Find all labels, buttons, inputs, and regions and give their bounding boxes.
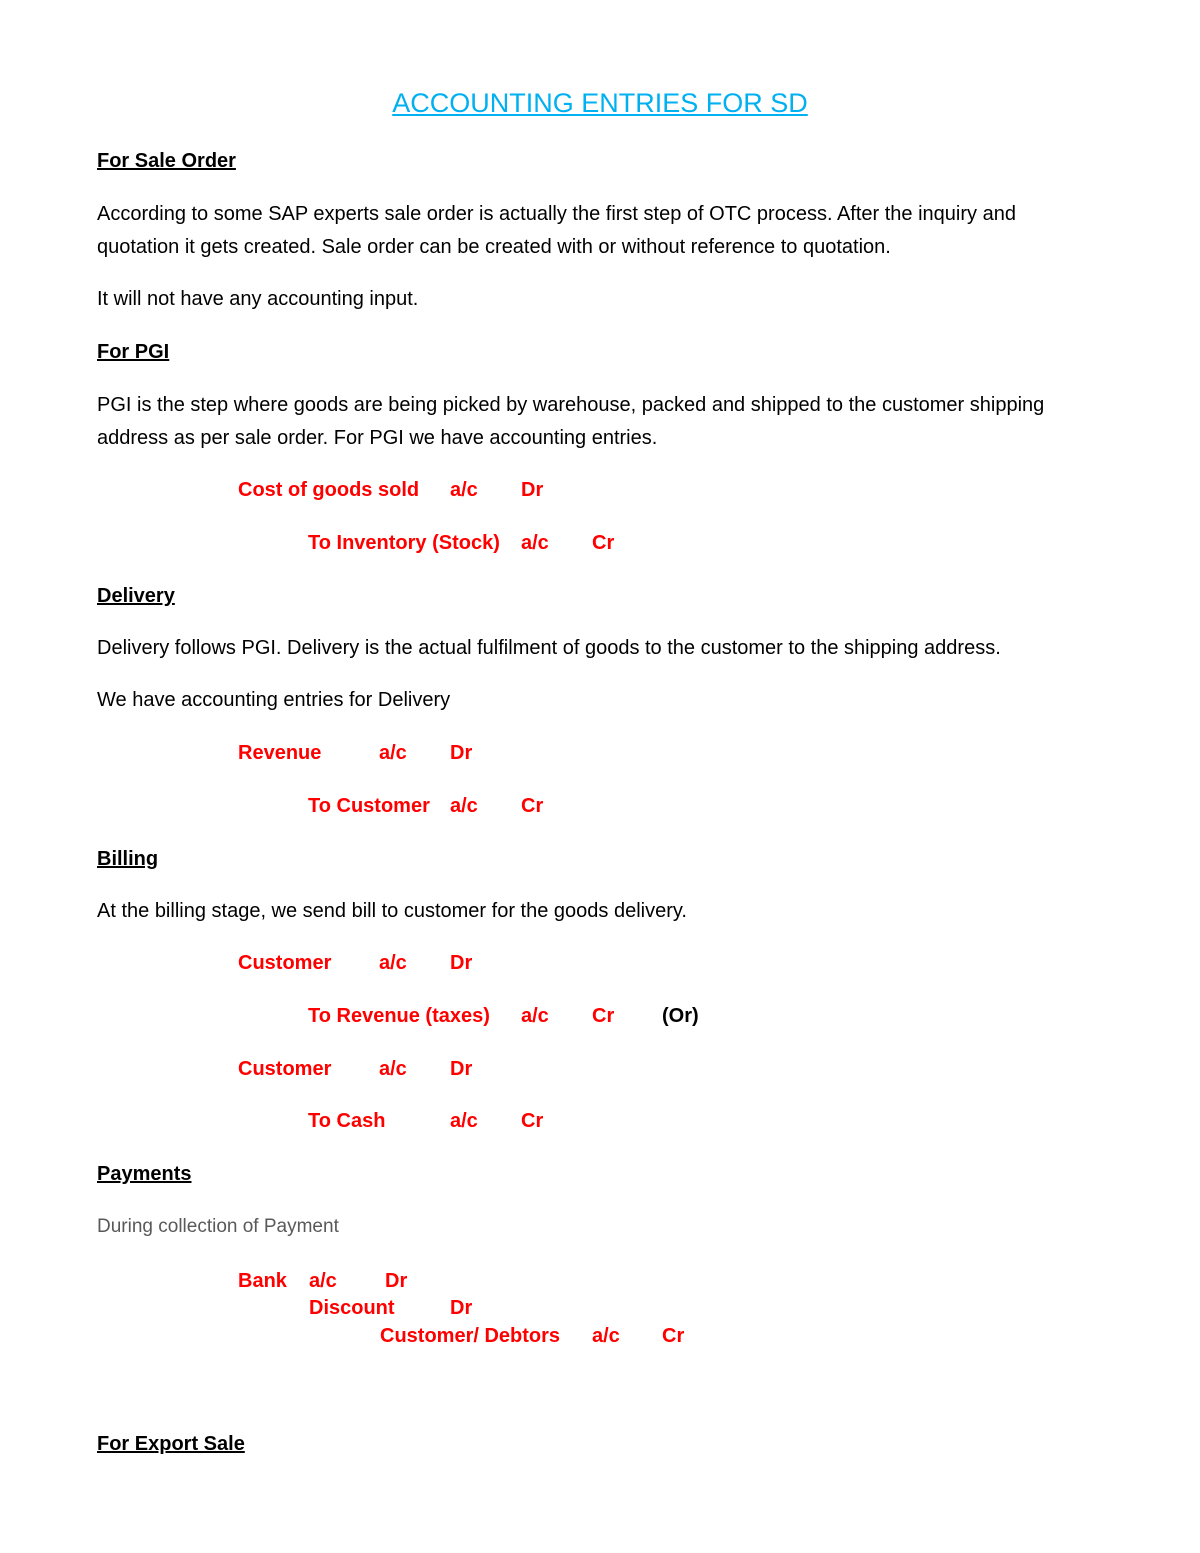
billing-or-note: (Or)	[662, 1005, 699, 1027]
pgi-entry-2-account: To Inventory (Stock)	[308, 532, 500, 554]
section-heading-delivery: Delivery	[97, 585, 175, 607]
billing-entry-1-ac: a/c	[379, 952, 407, 974]
payments-entry-2-account: Discount	[309, 1297, 395, 1319]
delivery-entry-2-account: To Customer	[308, 795, 430, 817]
delivery-entry-1-account: Revenue	[238, 742, 322, 764]
pgi-entry-1-side: Dr	[521, 479, 544, 501]
billing-entry-3-side: Dr	[450, 1058, 473, 1080]
billing-entry-2-account: To Revenue (taxes)	[308, 1005, 490, 1027]
billing-entry-4-account: To Cash	[308, 1110, 386, 1132]
pgi-paragraph-line-2: address as per sale order. For PGI we have accounting entries.	[97, 427, 658, 449]
billing-entry-2-side: Cr	[592, 1005, 615, 1027]
sale-order-paragraph-line-2: quotation it gets created. Sale order can be created with or without reference to quotation.	[97, 236, 891, 258]
billing-entry-4-side: Cr	[521, 1110, 544, 1132]
section-heading-sale-order: For Sale Order	[97, 150, 236, 172]
delivery-entry-1-side: Dr	[450, 742, 473, 764]
payments-entry-2-side: Dr	[450, 1297, 473, 1319]
section-heading-billing: Billing	[97, 848, 159, 870]
billing-entry-2-ac: a/c	[521, 1005, 549, 1027]
payments-entry-1-account: Bank	[238, 1270, 287, 1292]
sale-order-note: It will not have any accounting input.	[97, 288, 419, 310]
delivery-entry-2-side: Cr	[521, 795, 544, 817]
sale-order-paragraph-line-1: According to some SAP experts sale order is actually the first step of OTC process. After the inquiry and	[97, 203, 1016, 225]
pgi-entry-2-ac: a/c	[521, 532, 549, 554]
pgi-entry-2-side: Cr	[592, 532, 615, 554]
billing-paragraph: At the billing stage, we send bill to customer for the goods delivery.	[97, 900, 687, 922]
payments-entry-1-ac: a/c	[309, 1270, 337, 1292]
payments-paragraph: During collection of Payment	[97, 1216, 339, 1237]
delivery-entry-1-ac: a/c	[379, 742, 407, 764]
billing-entry-1-side: Dr	[450, 952, 473, 974]
billing-entry-1-account: Customer	[238, 952, 332, 974]
page-title: ACCOUNTING ENTRIES FOR SD	[392, 88, 808, 118]
billing-entry-3-ac: a/c	[379, 1058, 407, 1080]
pgi-entry-1-account: Cost of goods sold	[238, 479, 420, 501]
payments-entry-3-side: Cr	[662, 1325, 685, 1347]
payments-entry-1-side: Dr	[385, 1270, 408, 1292]
pgi-paragraph-line-1: PGI is the step where goods are being picked by warehouse, packed and shipped to the customer shipping	[97, 394, 1045, 416]
delivery-entry-2-ac: a/c	[450, 795, 478, 817]
billing-entry-3-account: Customer	[238, 1058, 332, 1080]
pgi-entry-1-ac: a/c	[450, 479, 478, 501]
billing-entry-4-ac: a/c	[450, 1110, 478, 1132]
section-heading-payments: Payments	[97, 1163, 192, 1185]
delivery-paragraph-2: We have accounting entries for Delivery	[97, 689, 451, 711]
payments-entry-3-account: Customer/ Debtors	[380, 1325, 561, 1347]
delivery-paragraph-1: Delivery follows PGI. Delivery is the actual fulfilment of goods to the customer to the shipping address.	[97, 637, 1001, 659]
section-heading-export-sale: For Export Sale	[97, 1433, 245, 1455]
payments-entry-3-ac: a/c	[592, 1325, 620, 1347]
section-heading-pgi: For PGI	[97, 341, 170, 363]
